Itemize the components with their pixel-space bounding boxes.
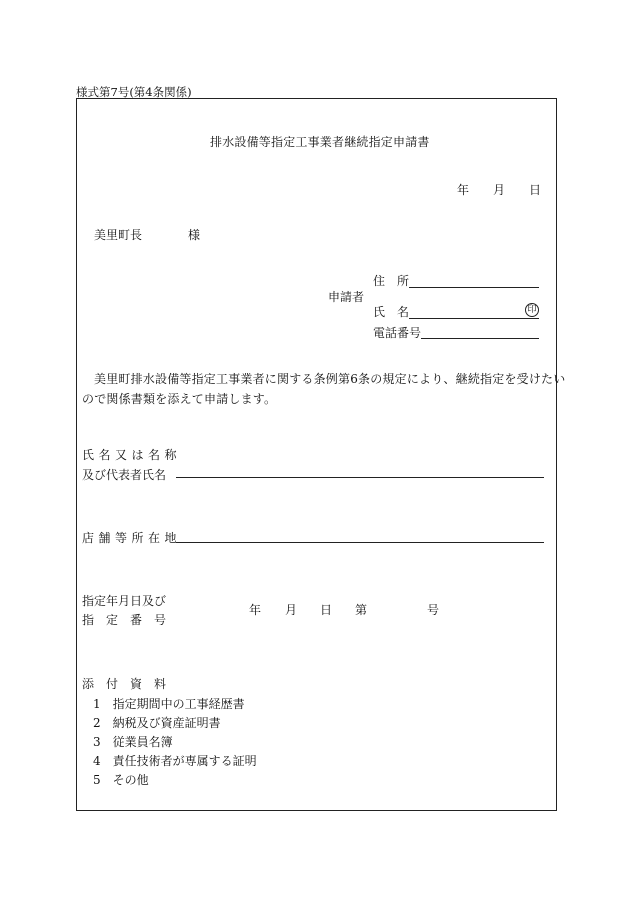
designation-day-label: 日 (320, 603, 333, 617)
designation-month-label: 月 (285, 603, 298, 617)
name-label: 氏 名 (373, 305, 410, 319)
company-name-label-line2: 及び代表者氏名 (82, 468, 167, 482)
form-title: 排水設備等指定工事業者継続指定申請書 (210, 135, 430, 149)
address-label: 住 所 (373, 274, 410, 288)
name-field-line[interactable] (409, 318, 539, 319)
body-text-line2: ので関係書類を添えて申請します。 (82, 392, 277, 406)
date-month-label: 月 (493, 183, 506, 197)
date-day-label: 日 (529, 183, 542, 197)
attachment-item-text: 指定期間中の工事経歴書 (112, 697, 245, 711)
designation-number-suffix: 号 (427, 603, 440, 617)
company-name-label-line1: 氏名又は名称 (82, 448, 182, 462)
company-name-field-line[interactable] (176, 477, 544, 478)
phone-label: 電話番号 (373, 326, 422, 340)
address-field-line[interactable] (409, 287, 539, 288)
addressee-name: 美里町長 (94, 228, 143, 242)
applicant-label: 申請者 (328, 290, 365, 304)
attachment-item-text: 納税及び資産証明書 (112, 716, 221, 730)
office-location-field-line[interactable] (176, 542, 544, 543)
attachment-item (93, 695, 245, 712)
seal-mark: 印 (525, 303, 539, 317)
attachment-item-number: 3 (93, 735, 101, 749)
attachment-item-text: その他 (112, 773, 149, 787)
body-text-line1: 美里町排水設備等指定工事業者に関する条例第6条の規定により、継続指定を受けたい (94, 372, 566, 386)
attachments-heading: 添 付 資 料 (82, 677, 167, 691)
form-number: 様式第7号(第4条関係) (76, 85, 192, 99)
attachment-item-number: 5 (93, 773, 101, 787)
designation-label-line1: 指定年月日及び (82, 594, 167, 608)
attachment-item-text: 従業員名簿 (112, 735, 173, 749)
phone-field-line[interactable] (421, 338, 539, 339)
attachment-item (93, 733, 173, 750)
attachment-item (93, 714, 221, 731)
attachment-item (93, 771, 149, 788)
addressee-suffix: 様 (188, 228, 201, 242)
office-location-label: 店舗等所在地 (82, 531, 182, 545)
attachment-item-number: 4 (93, 754, 101, 768)
attachment-item-number: 1 (93, 697, 101, 711)
designation-number-prefix: 第 (355, 603, 368, 617)
designation-label-line2: 指 定 番 号 (82, 613, 167, 627)
date-year-label: 年 (457, 183, 470, 197)
attachment-item-text: 責任技術者が専属する証明 (112, 754, 257, 768)
attachment-item-number: 2 (93, 716, 101, 730)
designation-year-label: 年 (249, 603, 262, 617)
attachment-item (93, 752, 257, 769)
